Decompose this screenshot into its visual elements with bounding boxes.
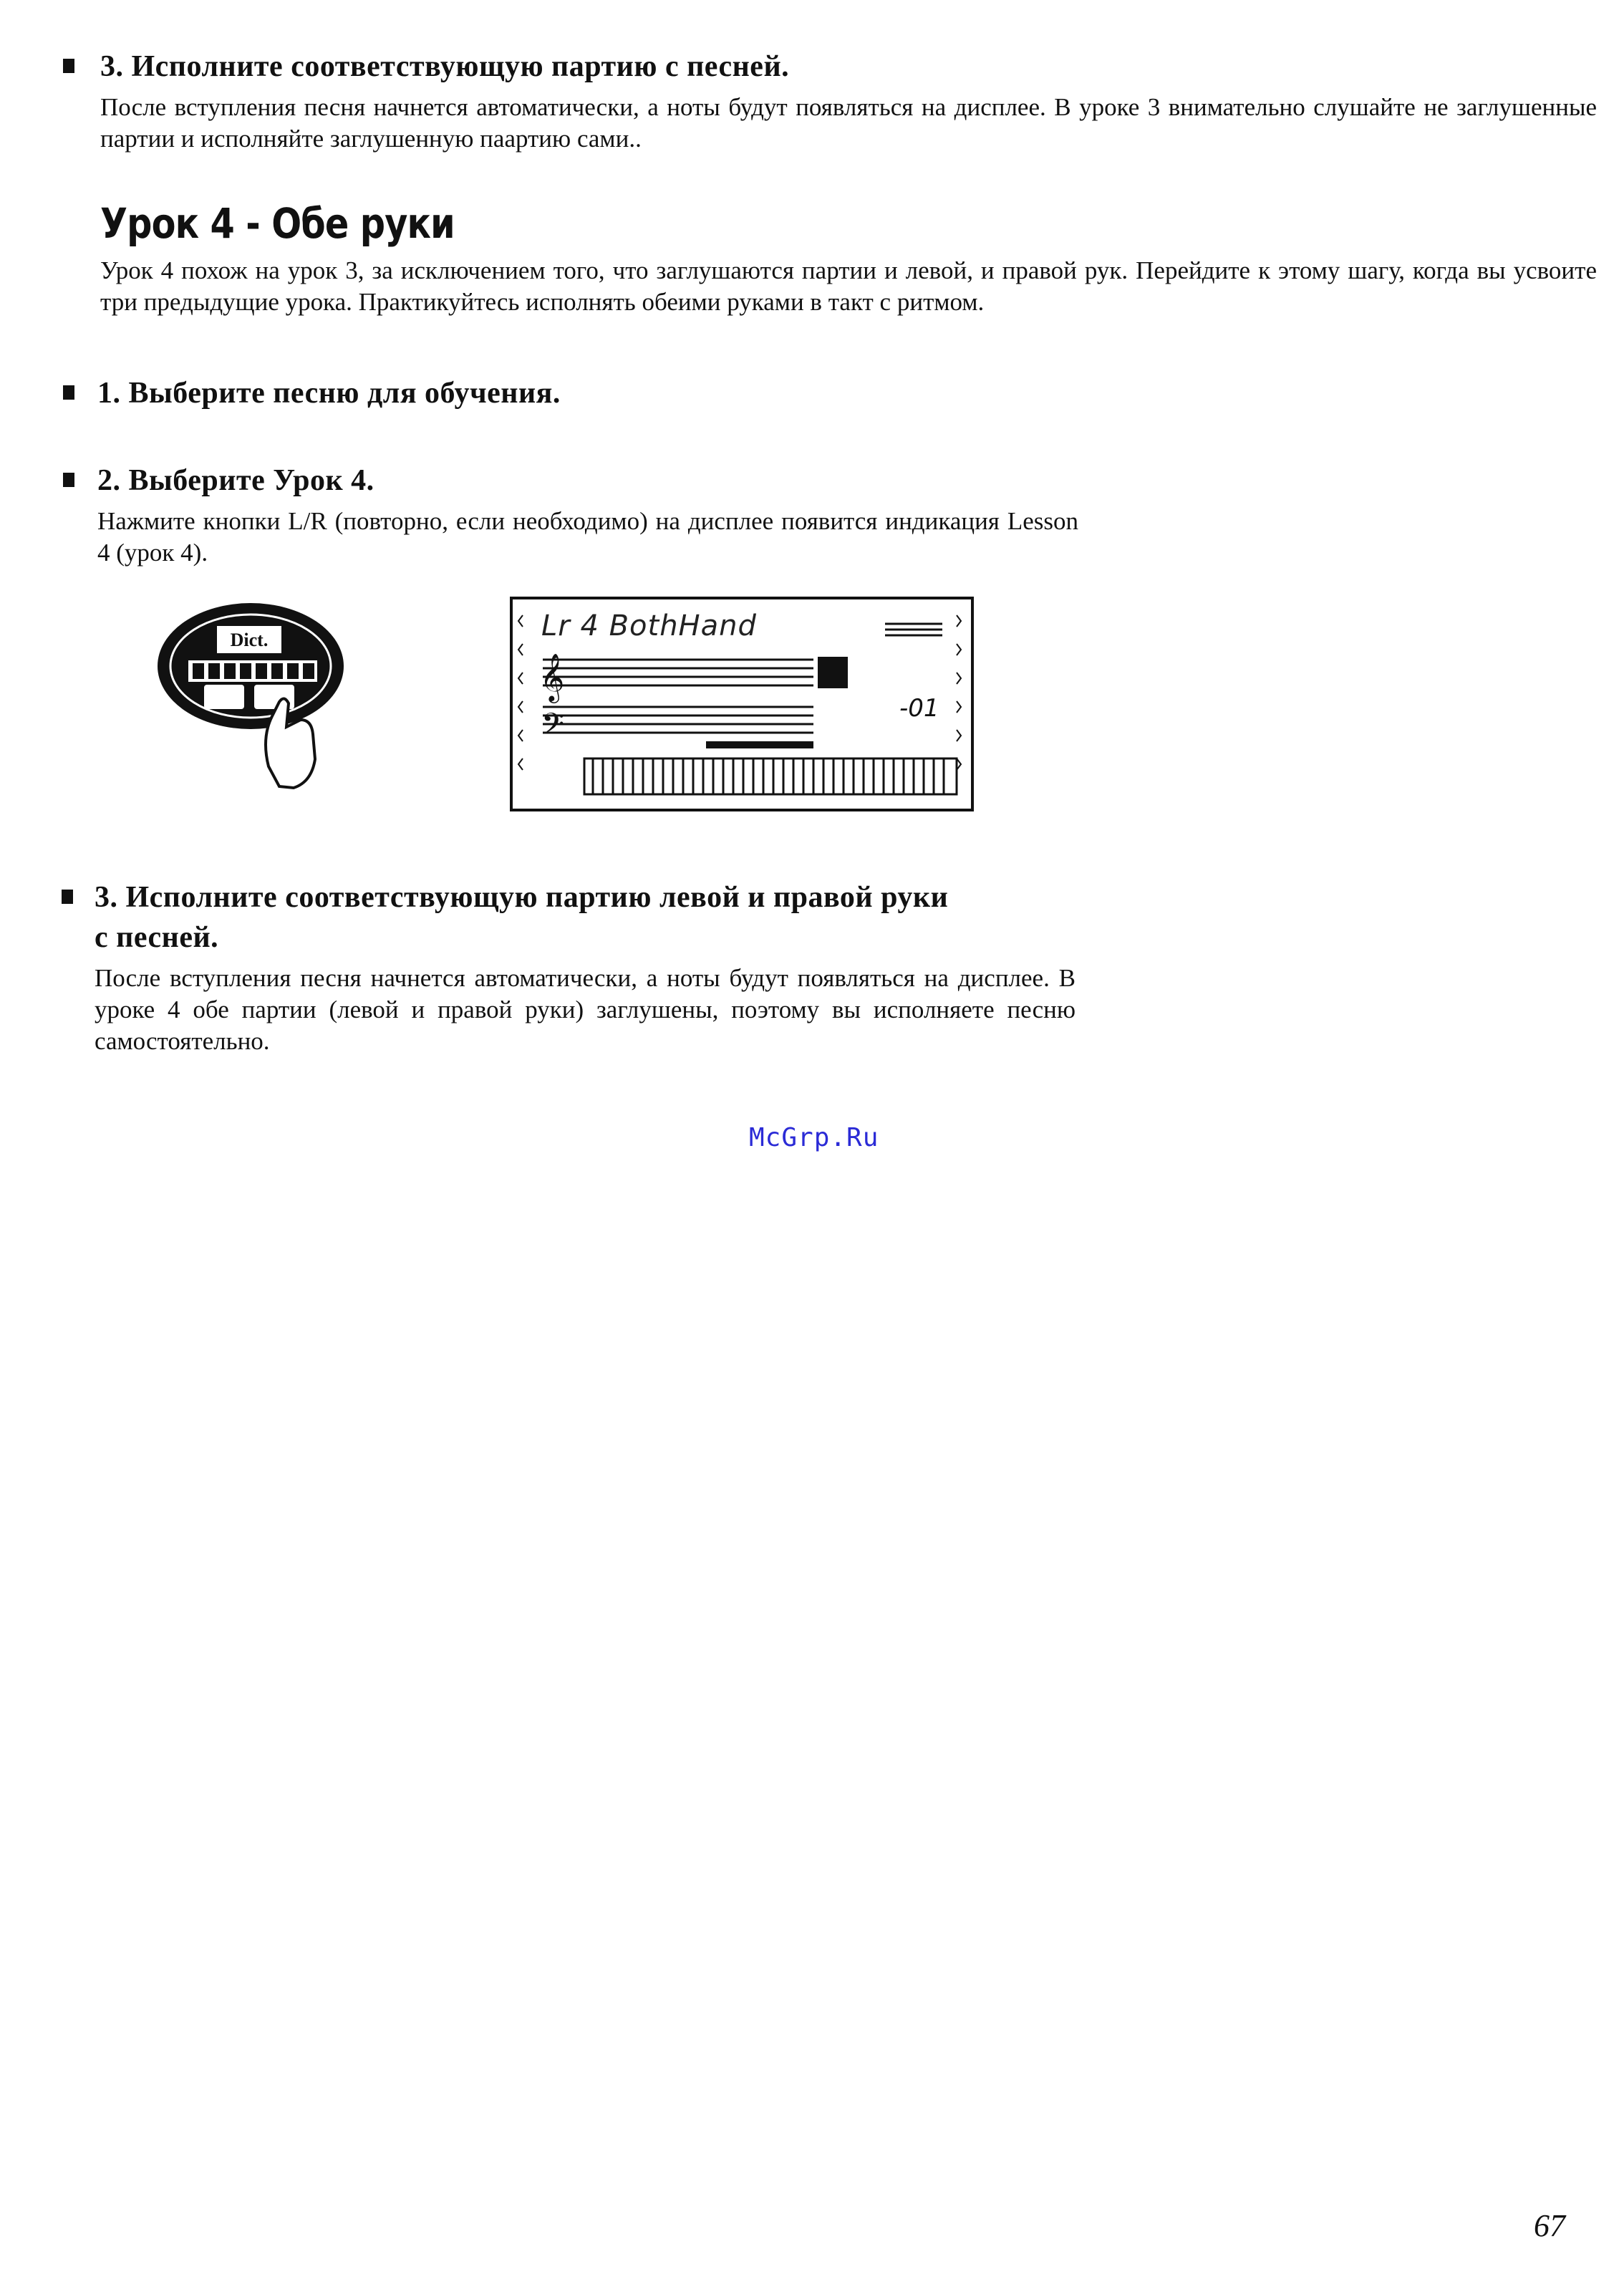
lesson4-step2-paragraph: Нажмите кнопки L/R (повторно, если необходимо) на дисплее появится индикация Lesson 4 (урок 4). [97, 507, 1078, 567]
lcd-display-value: -01 [899, 694, 939, 723]
lcd-display-text: Lr 4 BothHand [541, 610, 757, 642]
lesson4-step1-title: 1. Выберите песню для обучения. [97, 377, 561, 410]
lesson4-step3-title-line2: с песней. [95, 921, 219, 954]
lesson4-step3-paragraph: После вступления песня начнется автоматически, а ноты будут появляться на дисплее. В уроке 4 обе партии (левой и правой руки) заглушены, поэтому вы исполняете песню самостоятельно. [95, 964, 1076, 1055]
svg-text:𝄢: 𝄢 [541, 707, 565, 748]
bullet-square [63, 385, 74, 400]
lesson4-heading: Урок 4 - Обе руки [100, 199, 455, 248]
dict-button-label: Dict. [230, 630, 269, 650]
svg-text:𝄞: 𝄞 [540, 652, 565, 701]
step3-paragraph: После вступления песня начнется автоматически, а ноты будут появляться на дисплее. В уроке 3 внимательно слушайте не заглушенные партии и исполняйте заглушенную паартию сами.. [100, 93, 1597, 153]
lesson4-intro: Урок 4 похож на урок 3, за исключением того, что заглушаются партии и левой, и правой рук. Перейдите к этому шагу, когда вы усвоите три предыдущие урока. Практикуйтесь исполнять обеими руками в такт с ритмом. [100, 256, 1597, 316]
watermark: McGrp.Ru [749, 1123, 879, 1152]
lesson-button-illustration [154, 594, 362, 809]
bullet-square [62, 890, 73, 904]
lesson4-step3-title-line1: 3. Исполните соответствующую партию левой и правой руки [95, 881, 949, 914]
page-number: 67 [1534, 2208, 1565, 2243]
bullet-square [63, 473, 74, 487]
bullet-square [63, 59, 74, 73]
lesson4-step2-title: 2. Выберите Урок 4. [97, 464, 374, 497]
lcd-display [510, 597, 974, 811]
step3-title: 3. Исполните соответствующую партию с песней. [100, 50, 790, 83]
